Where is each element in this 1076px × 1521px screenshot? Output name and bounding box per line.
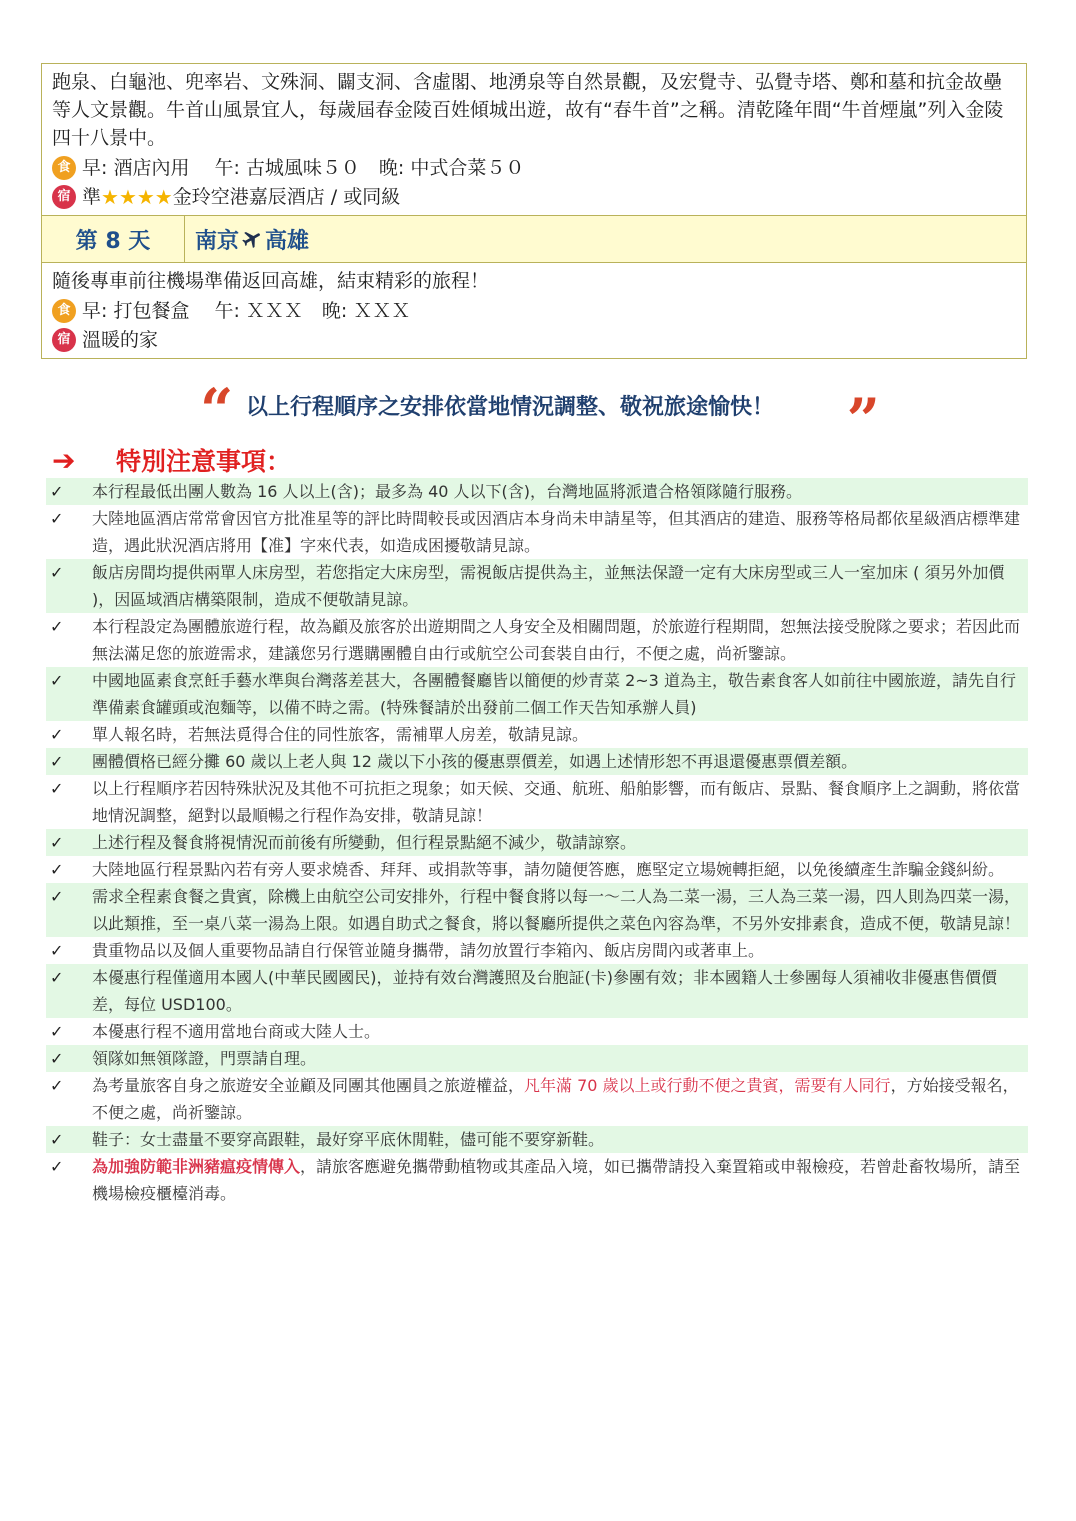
open-quote-icon: “	[200, 376, 234, 444]
check-icon: ✓	[50, 1049, 64, 1068]
note-text	[92, 937, 1028, 964]
note-item	[46, 721, 1028, 748]
note-text	[92, 1018, 1028, 1045]
note-item	[46, 883, 1028, 937]
check-icon: ✓	[50, 617, 64, 636]
check-icon: ✓	[50, 671, 64, 690]
check-icon: ✓	[50, 968, 64, 987]
note-text-body: 需求全程素食餐之貴賓，除機上由航空公司安排外，行程中餐食將以每一～二人為二菜一湯，三人為三菜一湯，四人則為四菜一湯，以此類推，至一桌八菜一湯為上限。如遇自助式之餐食，將以餐廳所提供之菜色內容為準，不另外安排素食，造成不便，敬請見諒！	[92, 887, 1021, 933]
check-icon: ✓	[50, 941, 64, 960]
note-text	[92, 1045, 1028, 1072]
day7-hotel-name: 金玲空港嘉辰酒店 / 或同級	[172, 186, 401, 208]
check-icon: ✓	[50, 1130, 64, 1149]
note-text-body: 以上行程順序若因特殊狀況及其他不可抗拒之現象；如天候、交通、航班、船舶影響，而有飯店、景點、餐食順序上之調動，將依當地情況調整，絕對以最順暢之行程作為安排，敬請見諒！	[92, 779, 1021, 825]
check-icon: ✓	[50, 509, 64, 528]
note-item	[46, 937, 1028, 964]
note-text-body: 為考量旅客自身之旅遊安全並顧及同團其他團員之旅遊權益，	[92, 1076, 525, 1095]
note-item	[46, 748, 1028, 775]
itinerary-box	[41, 63, 1027, 359]
note-text-body: 本優惠行程僅適用本國人(中華民國國民)，並持有效台灣護照及台胞証(卡)參團有效；非本國籍人士參團每人須補收非優惠售價價差，每位 USD100。	[92, 968, 997, 1014]
note-text	[92, 505, 1028, 559]
note-text-body: 本優惠行程不適用當地台商或大陸人士。	[92, 1022, 381, 1041]
note-text-body: 中國地區素食烹飪手藝水準與台灣落差甚大，各團體餐廳皆以簡便的炒青菜 2~3 道為主，敬告素食客人如前往中國旅遊，請先自行準備素食罐頭或泡麵等，以備不時之需。(特殊餐請於出發前二個工作天告知承辦人員)	[92, 671, 1016, 717]
note-highlight: 凡年滿 70 歲以上或行動不便之貴賓，需要有人同行	[524, 1076, 891, 1095]
check-icon: ✓	[50, 1022, 64, 1041]
note-text	[92, 856, 1028, 883]
note-item	[46, 1045, 1028, 1072]
note-text	[92, 478, 1028, 505]
note-item	[46, 1018, 1028, 1045]
check-icon: ✓	[50, 752, 64, 771]
note-text-body: 飯店房間均提供兩單人床房型，若您指定大床房型，需視飯店提供為主，並無法保證一定有大床房型或三人一室加床 ( 須另外加價 )，因區域酒店構築限制，造成不便敬請見諒。	[92, 563, 1005, 609]
note-text	[92, 964, 1028, 1018]
note-item	[46, 1072, 1028, 1126]
note-text-body: 大陸地區酒店常常會因官方批准星等的評比時間較長或因酒店本身尚未申請星等，但其酒店的建造、服務等格局都依星級酒店標準建造，遇此狀況酒店將用【准】字來代表，如造成困擾敬請見諒。	[92, 509, 1021, 555]
note-item	[46, 478, 1028, 505]
check-icon: ✓	[50, 563, 64, 582]
note-text	[92, 1126, 1028, 1153]
note-highlight: 為加強防範非洲豬瘟疫情傳入	[92, 1157, 301, 1176]
note-text	[92, 1153, 1028, 1207]
note-item	[46, 667, 1028, 721]
note-text-body: 單人報名時，若無法覓得合住的同性旅客，需補單人房差，敬請見諒。	[92, 725, 589, 744]
arrow-icon: ➔	[52, 443, 76, 477]
note-text	[92, 613, 1028, 667]
day8-from: 南京	[195, 228, 240, 254]
hotel-icon: 宿	[52, 185, 76, 209]
note-text	[92, 721, 1028, 748]
day8-section	[42, 263, 1026, 358]
note-text-body: ，方始接受報名，不便之處，尚祈鑒諒。	[92, 1076, 1019, 1122]
notes-title: 特別注意事項：	[116, 447, 292, 476]
check-icon: ✓	[50, 482, 64, 501]
note-text-body: 團體價格已經分攤 60 歲以上老人與 12 歲以下小孩的優惠票價差，如遇上述情形恕不再退還優惠票價差額。	[92, 752, 858, 771]
airplane-icon	[240, 228, 264, 250]
note-item	[46, 829, 1028, 856]
note-text-body: 本行程設定為團體旅遊行程，故為顧及旅客於出遊期間之人身安全及相關問題，於旅遊行程期間，恕無法接受脫隊之要求；若因此而無法滿足您的旅遊需求，建議您另行選購團體自由行或航空公司套裝自由行，不便之處，尚祈鑒諒。	[92, 617, 1021, 663]
check-icon: ✓	[50, 725, 64, 744]
note-text	[92, 775, 1028, 829]
note-text	[92, 559, 1028, 613]
note-item	[46, 1126, 1028, 1153]
note-text	[92, 1072, 1028, 1126]
day8-number: 第 8 天	[42, 216, 185, 262]
slogan-text: 以上行程順序之安排依當地情況調整、敬祝旅途愉快！	[246, 394, 775, 420]
check-icon: ✓	[50, 833, 64, 852]
note-text	[92, 667, 1028, 721]
day8-hotel-line	[52, 327, 1016, 353]
check-icon: ✓	[50, 860, 64, 879]
note-text-body: 貴重物品以及個人重要物品請自行保管並隨身攜帶，請勿放置行李箱內、飯店房間內或著車上。	[92, 941, 765, 960]
check-icon: ✓	[50, 1076, 64, 1095]
day8-meal-text: 早: 打包餐盒 午: ＸＸＸ 晚: ＸＸＸ	[82, 300, 411, 322]
meal-icon: 食	[52, 299, 76, 323]
close-quote-icon: ”	[846, 386, 880, 454]
day8-description: 隨後專車前往機場準備返回高雄，結束精彩的旅程！	[52, 270, 490, 292]
note-text	[92, 829, 1028, 856]
day7-description: 跑泉、白龜池、兜率岩、文殊洞、闢支洞、含虛閣、地湧泉等自然景觀，及宏覺寺、弘覺寺塔、鄭和墓和抗金故壘等人文景觀。牛首山風景宜人，每歲屆春金陵百姓傾城出遊，故有“春牛首”之稱。清乾隆年間“牛首煙嵐”列入金陵四十八景中。	[52, 71, 1004, 149]
note-item	[46, 775, 1028, 829]
day7-meal-line	[52, 155, 1016, 181]
note-item	[46, 559, 1028, 613]
day8-to: 高雄	[265, 228, 310, 254]
slogan-banner	[200, 376, 880, 454]
star-rating-icon: ★★★★	[101, 185, 173, 209]
meal-icon: 食	[52, 156, 76, 180]
note-text-body: 上述行程及餐食將視情況而前後有所變動，但行程景點絕不減少，敬請諒察。	[92, 833, 637, 852]
day8-hotel-text: 溫暖的家	[82, 329, 159, 351]
note-item	[46, 856, 1028, 883]
day7-section	[42, 64, 1026, 215]
note-item	[46, 964, 1028, 1018]
day7-meal-text: 早: 酒店內用 午: 古城風味５０ 晚: 中式合菜５０	[82, 157, 525, 179]
day8-header	[42, 215, 1026, 263]
check-icon: ✓	[50, 1157, 64, 1176]
hotel-icon: 宿	[52, 328, 76, 352]
note-text-body: ，請旅客應避免攜帶動植物或其產品入境，如已攜帶請投入棄置箱或申報檢疫，若曾赴畜牧場所，請至機場檢疫櫃檯消毒。	[92, 1157, 1021, 1203]
day8-meal-line	[52, 298, 1016, 324]
notes-heading	[52, 442, 291, 478]
note-item	[46, 1153, 1028, 1207]
day8-route	[185, 216, 309, 262]
notes-list	[46, 478, 1028, 1207]
day7-hotel-prefix: 準	[82, 186, 102, 208]
note-text-body: 大陸地區行程景點內若有旁人要求燒香、拜拜、或捐款等事，請勿隨便答應，應堅定立場婉轉拒絕，以免後續產生詐騙金錢糾紛。	[92, 860, 1005, 879]
note-item	[46, 505, 1028, 559]
check-icon: ✓	[50, 779, 64, 798]
note-text	[92, 883, 1028, 937]
note-item	[46, 613, 1028, 667]
day7-hotel-line	[52, 184, 1016, 210]
note-text-body: 鞋子：女士盡量不要穿高跟鞋，最好穿平底休閒鞋，儘可能不要穿新鞋。	[92, 1130, 605, 1149]
note-text-body: 本行程最低出團人數為 16 人以上(含)；最多為 40 人以下(含)，台灣地區將派遣合格領隊隨行服務。	[92, 482, 803, 501]
note-text	[92, 748, 1028, 775]
check-icon: ✓	[50, 887, 64, 906]
note-text-body: 領隊如無領隊證，門票請自理。	[92, 1049, 317, 1068]
